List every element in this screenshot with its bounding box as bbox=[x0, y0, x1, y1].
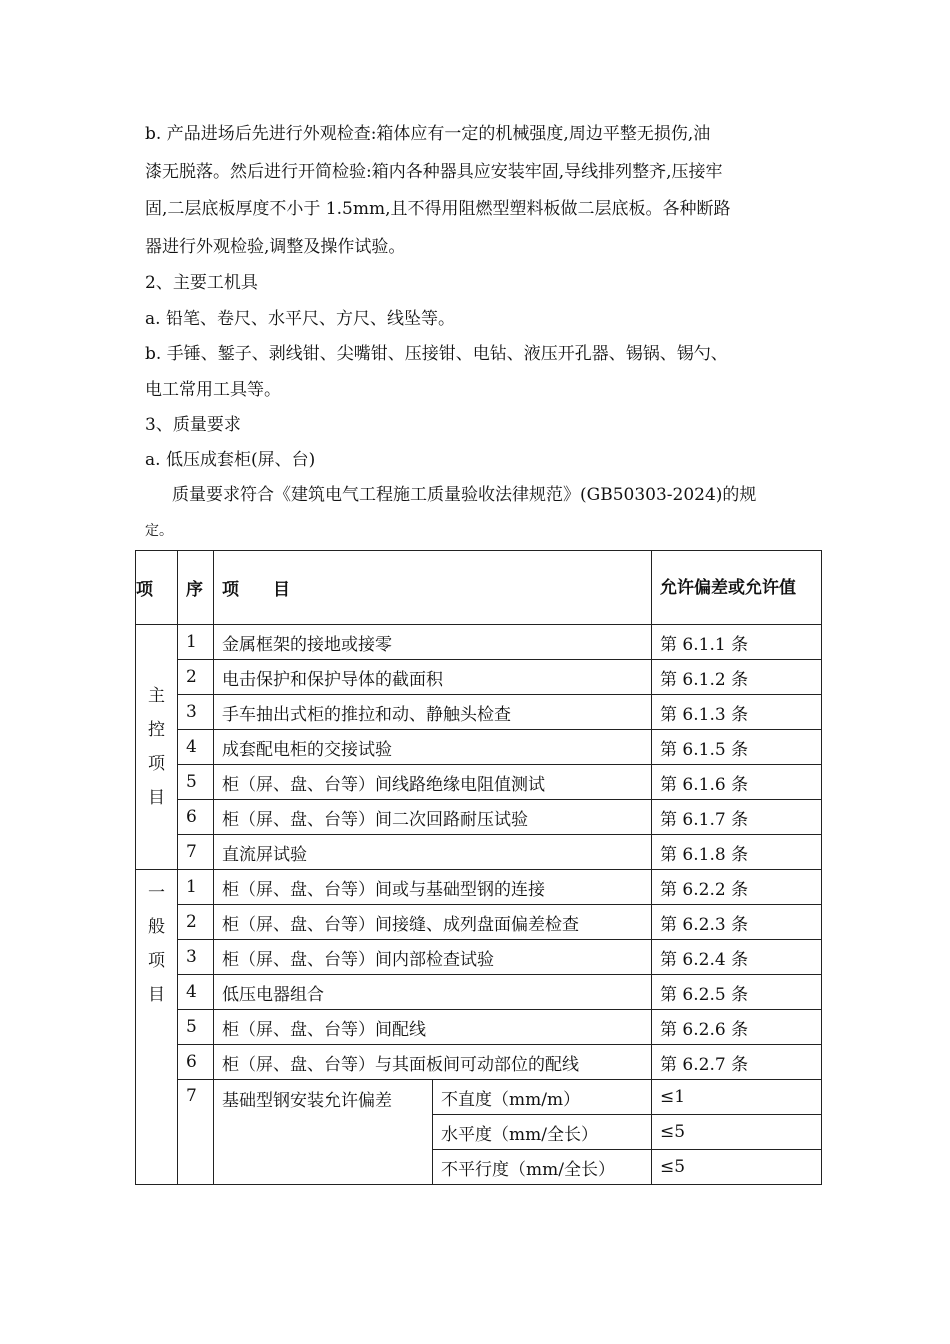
row-item: 柜（屏、盘、台等）间线路绝缘电阻值测试 bbox=[214, 765, 652, 800]
row-item: 低压电器组合 bbox=[214, 975, 652, 1010]
header-value: 允许偏差或允许值 bbox=[652, 551, 822, 625]
row-item: 柜（屏、盘、台等）间或与基础型钢的连接 bbox=[214, 870, 652, 905]
row-seq: 1 bbox=[178, 625, 214, 660]
row-value: 第 6.1.5 条 bbox=[652, 730, 822, 765]
row-value: 第 6.1.3 条 bbox=[652, 695, 822, 730]
row-value: 第 6.1.6 条 bbox=[652, 765, 822, 800]
row-item: 柜（屏、盘、台等）间接缝、成列盘面偏差检查 bbox=[214, 905, 652, 940]
row-seq: 2 bbox=[178, 905, 214, 940]
paragraph-line: b. 手锤、錾子、剥线钳、尖嘴钳、压接钳、电钻、液压开孔器、锡锅、锡勺、 bbox=[145, 344, 728, 364]
row-seq: 4 bbox=[178, 730, 214, 765]
row-seq: 7 bbox=[178, 835, 214, 870]
row-item: 柜（屏、盘、台等）间配线 bbox=[214, 1010, 652, 1045]
paragraph-line: 器进行外观检验,调整及操作试验。 bbox=[145, 237, 406, 257]
row-seq: 6 bbox=[178, 800, 214, 835]
row-value: 第 6.2.7 条 bbox=[652, 1045, 822, 1080]
table-row bbox=[136, 765, 822, 800]
table-header-row bbox=[136, 551, 822, 625]
row-value: 第 6.2.5 条 bbox=[652, 975, 822, 1010]
table-row bbox=[136, 660, 822, 695]
header-seq: 序 bbox=[178, 551, 214, 625]
sub-value: ≤1 bbox=[652, 1080, 822, 1115]
paragraph-line: 定。 bbox=[145, 523, 173, 539]
paragraph-line: 质量要求符合《建筑电气工程施工质量验收法律规范》(GB50303-2024)的规 bbox=[172, 485, 757, 505]
paragraph-line: a. 铅笔、卷尺、水平尺、方尺、线坠等。 bbox=[145, 309, 455, 329]
table-row bbox=[136, 975, 822, 1010]
header-item: 项 目 bbox=[214, 551, 652, 625]
paragraph-line: 漆无脱落。然后进行开简检验:箱内各种器具应安装牢固,导线排列整齐,压接牢 bbox=[145, 162, 723, 182]
row-value: 第 6.2.6 条 bbox=[652, 1010, 822, 1045]
row-seq: 4 bbox=[178, 975, 214, 1010]
row-item: 柜（屏、盘、台等）间二次回路耐压试验 bbox=[214, 800, 652, 835]
row-seq: 5 bbox=[178, 765, 214, 800]
row-value: 第 6.2.3 条 bbox=[652, 905, 822, 940]
sub-value: ≤5 bbox=[652, 1150, 822, 1185]
row-item: 金属框架的接地或接零 bbox=[214, 625, 652, 660]
row-item: 柜（屏、盘、台等）与其面板间可动部位的配线 bbox=[214, 1045, 652, 1080]
row-seq: 3 bbox=[178, 695, 214, 730]
row-value: 第 6.1.8 条 bbox=[652, 835, 822, 870]
sub-item: 不直度（mm/m） bbox=[433, 1080, 652, 1115]
table-row bbox=[136, 905, 822, 940]
row-item: 基础型钢安装允许偏差 bbox=[214, 1080, 433, 1185]
table-row bbox=[136, 730, 822, 765]
row-value: 第 6.1.1 条 bbox=[652, 625, 822, 660]
sub-item: 不平行度（mm/全长） bbox=[433, 1150, 652, 1185]
category-main: 主控项目 bbox=[136, 625, 178, 870]
sub-value: ≤5 bbox=[652, 1115, 822, 1150]
row-item: 成套配电柜的交接试验 bbox=[214, 730, 652, 765]
table-row bbox=[136, 940, 822, 975]
table-row bbox=[136, 870, 822, 905]
table-row bbox=[136, 695, 822, 730]
row-item: 手车抽出式柜的推拉和动、静触头检查 bbox=[214, 695, 652, 730]
table-row bbox=[136, 1080, 822, 1115]
row-item: 柜（屏、盘、台等）间内部检查试验 bbox=[214, 940, 652, 975]
table-row bbox=[136, 835, 822, 870]
section-heading: 3、质量要求 bbox=[145, 415, 241, 435]
row-seq: 6 bbox=[178, 1045, 214, 1080]
quality-table bbox=[135, 550, 822, 1185]
row-seq: 2 bbox=[178, 660, 214, 695]
row-value: 第 6.1.2 条 bbox=[652, 660, 822, 695]
row-item: 电击保护和保护导体的截面积 bbox=[214, 660, 652, 695]
section-heading: 2、主要工机具 bbox=[145, 273, 258, 293]
table-row bbox=[136, 800, 822, 835]
row-value: 第 6.2.2 条 bbox=[652, 870, 822, 905]
category-general: 一般项目 bbox=[136, 870, 178, 1185]
sub-item: 水平度（mm/全长） bbox=[433, 1115, 652, 1150]
row-value: 第 6.1.7 条 bbox=[652, 800, 822, 835]
table-row bbox=[136, 1010, 822, 1045]
header-category: 项 bbox=[136, 551, 178, 625]
paragraph-line: 电工常用工具等。 bbox=[145, 380, 281, 400]
row-seq: 1 bbox=[178, 870, 214, 905]
row-seq: 5 bbox=[178, 1010, 214, 1045]
table-row bbox=[136, 625, 822, 660]
table-row bbox=[136, 1045, 822, 1080]
row-item: 直流屏试验 bbox=[214, 835, 652, 870]
row-value: 第 6.2.4 条 bbox=[652, 940, 822, 975]
paragraph-line: 固,二层底板厚度不小于 1.5mm,且不得用阻燃型塑料板做二层底板。各种断路 bbox=[145, 199, 731, 219]
row-seq: 3 bbox=[178, 940, 214, 975]
paragraph-line: a. 低压成套柜(屏、台) bbox=[145, 450, 316, 470]
row-seq: 7 bbox=[178, 1080, 214, 1185]
paragraph-line: b. 产品进场后先进行外观检查:箱体应有一定的机械强度,周边平整无损伤,油 bbox=[145, 124, 711, 144]
